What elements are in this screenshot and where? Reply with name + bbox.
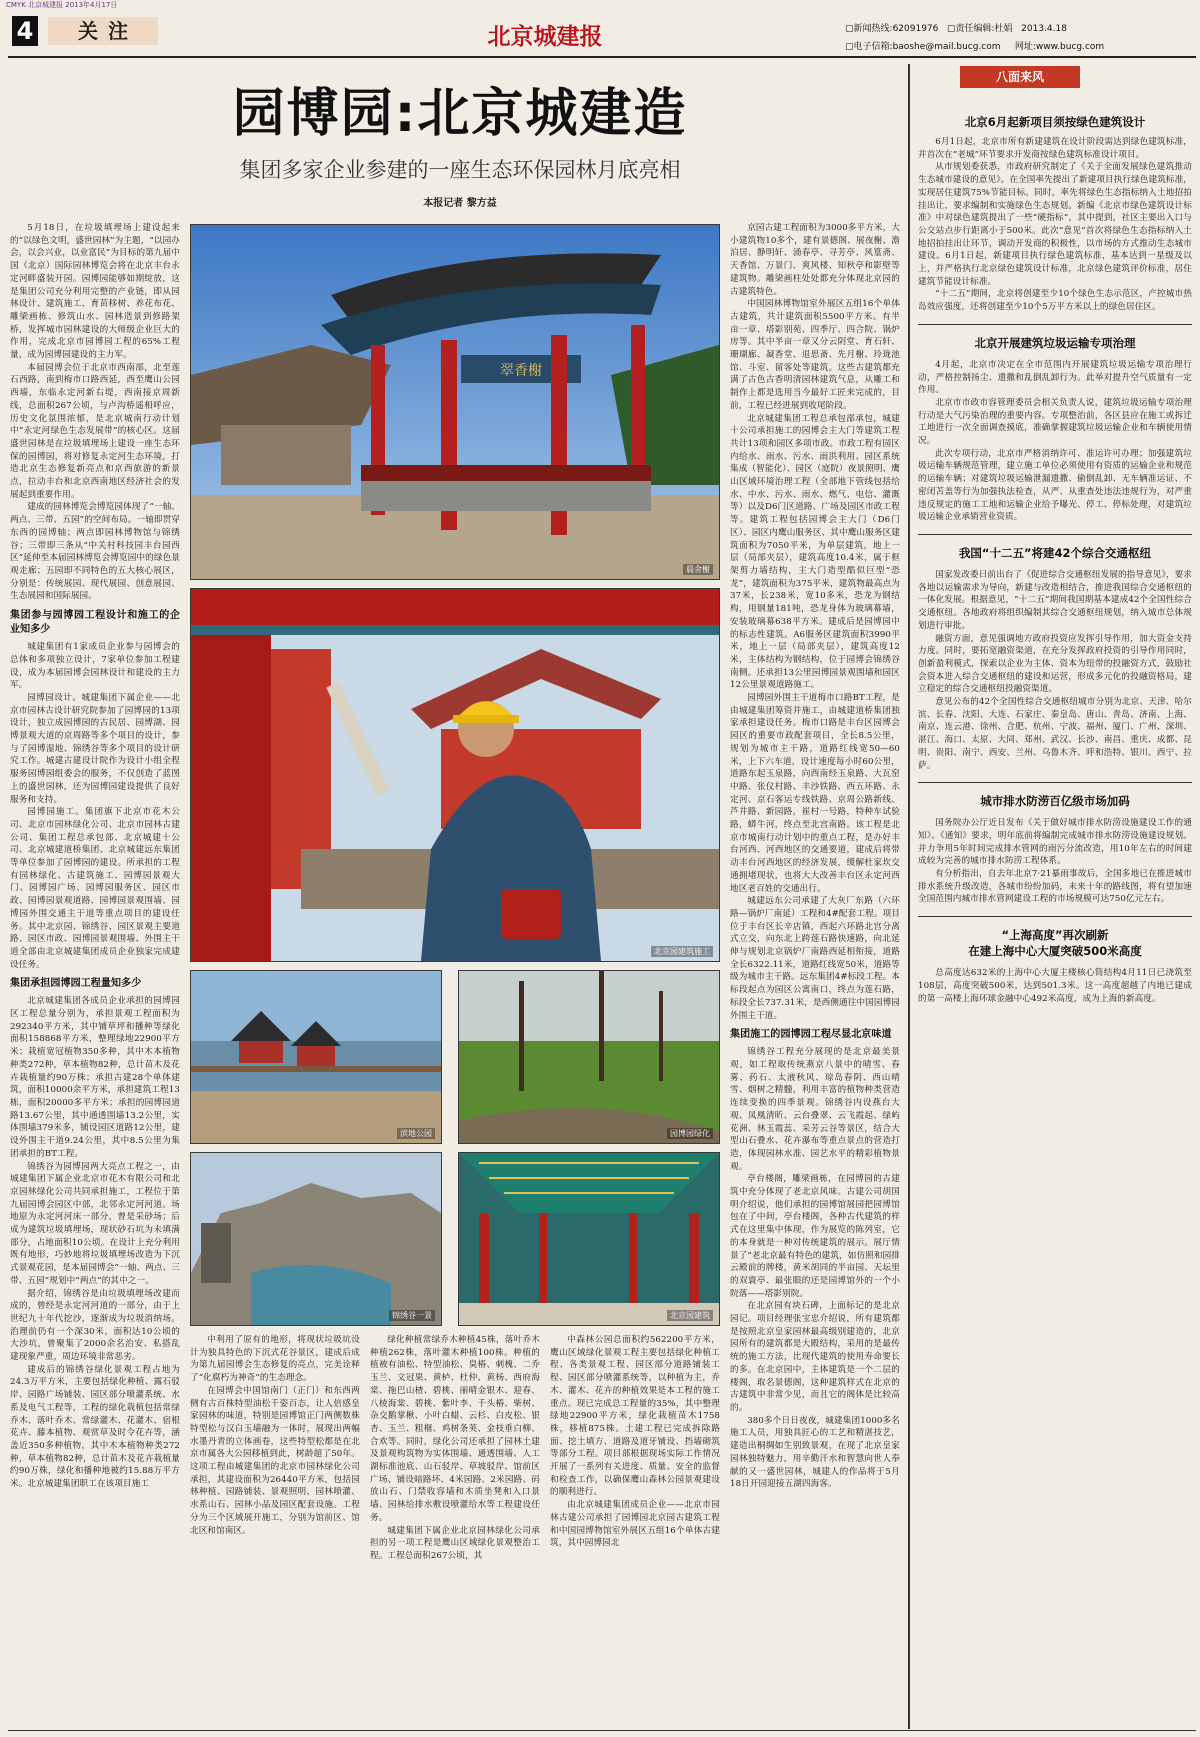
paragraph: 本届园博会位于北京市西南部，北至莲石西路，南到梅市口路西延，西至鹰山公园西墙，东临永定河新右堤，西南接京周新线，总面积267公顷，与卢沟桥遥相呼应，历史文化氛围浓郁，是北京城南行动计划中“永定河绿色生态发展带”的核心区。这届盛世园林是在垃圾填埋场上建设一座生态环保的园博园，将对修复永定河生态环境，打造北京生态修复新亮点和京西旅游的新景点，拉动丰台和北京西南地区经济社会的发展起到重要作用。 [10,362,180,500]
paragraph: 京园古建工程面积为3000多平方米，大小建筑物10多个，建有景德阁、展夜榭、澹泊居、静明轩、涌春亭、寻芳亭、风篁斋、天香馆、万景门、爽风楼、知秋亭和影壁等建筑物。雕梁画柱处处都充分体现北京园的古建筑特色。 [730,223,900,297]
col1-workload [10,995,180,1490]
paragraph: 建成后的锦绣谷绿化景观工程占地为24.3万平方米，主要包括绿化种植、露石驳岸、园路广场铺装、园区部分喷灌系统、水系及电气工程等，工程的绿化栽植包括常绿乔木、落叶乔木、常绿灌木、花灌木、宿根花卉、藤本植物、观赏草及时令花卉等，涵盖近350多种植物，其中木本植物种类272种，草本植物82种，总计苗木及花卉栽植量约90万株，绿化和播种地被约15.88万平方米。北京城建集团职工在该项目施工 [10,1364,180,1490]
paragraph: 城建集团下属企业北京园林绿化公司承担的另一项工程是鹰山区域绿化景观整治工程。工程总面积267公顷，其 [370,1525,540,1561]
paragraph: 总高度达632米的上海中心大厦主楼核心筒结构4月11日已浇筑至108层，高度突破500米，达到501.3米。这一高度超越了内地已建成的第一高楼上海环球金融中心492米高度，成为上海的新高度。 [918,968,1192,1004]
news-body [918,136,1192,314]
photo-rock-garden [190,1152,442,1326]
subheading-participants: 集团参与园博园工程设计和施工的企业知多少 [10,610,180,636]
paragraph: 北京城建集团工程总承包部承包，城建十公司承担施工的园博会主大门等建筑工程共计13项和园区多项市政。市政工程有园区内给水、雨水、污水、雨洪利用、园区系统集成（智能化）、园区（庭院）夜景照明、鹰山区域环境治理工程（全部地下管线包括给水、中水、污水、雨水、燃气、电信、灌溉等）以及D6门区道路、广场及园区市政工程等。建筑工程包括园博会主大门（D6门区）、园区内鹰山服务区、其中鹰山服务区建筑面积为7050平米，为单层建筑，地上一层（局部夹层），建筑高度10.4米，属于框架剪力墙结构，主大门造型酷似巨型“恐龙”，建筑面积为375平米，建筑物最高点为37米，长238米，宽10多米，恐龙为钢结构，用钢量181吨，恐龙身体为玻璃幕墙，安装玻璃幕638平方米。建成后是园博园中的标志性建筑。A6服务区建筑面积3990平米，地上一层（局部夹层），建筑高度12米，主体结构为钢结构，位于园博会锦绣谷南侧。还承担13公里园博园景观围墙和园区12公里景观道路施工。 [730,413,900,691]
paragraph: 在园博会中国馆南门（正门）和东西两侧有古百株特型油松千姿百态，让人倍感皇家园林的味道，特别是园博馆正门两侧数株特型松与汉白玉墙融为一体时，展现出两幅水墨丹青的立体画卷，这些特型松都是在北京市属各大公园移植到此，树龄超了50年。这项工程由城建集团的北京市园林绿化公司承担，其建设面积为26440平方米，包括园林种植、园路铺装、景观照明、园林喷灌、水系山石、园林小品及园区配套设施。工程分为三个区域展开施工，分别为馆前区、馆北区和馆南区。 [190,1385,360,1536]
news-body [918,967,1192,1005]
photo-worker [190,588,720,962]
paragraph: 建成的园林博览会博览园体现了“一轴、两点、三带、五园”的空间布局。一轴即贯穿东西的园博轴；两点即园林博物馆与锦绣谷；三带即三条从“中关村科技园丰台园西区”延伸至本届园林博览会博览园中的绿色景观走廊；五园即不同特色的五大核心展区，分别是：传统展园、现代展园、创意展园、生态展园和国际展园。 [10,502,180,602]
paragraph: 城建远东公司承建了大灰厂东路（六环路—锅炉厂南延）工程和4#配套工程。项目位于丰台区长辛店镇，西起六环路北宫分离式立交，向东北上跨莲石路快速路，向北延伸与规划北京锅炉厂南路西延相衔接，道路全长6322.11米，道路红线宽50米，道路等级为城市主干路。远东集团4#标段工程。本标段起点为园区公寓南口，终点为莲石路，标段全长737.31米，是西侧通往中国园博园外围主干道。 [730,896,900,1021]
news-headline: 北京6月起新项目须按绿色建筑设计 [964,115,1146,129]
sidebar-news [918,106,1192,1726]
col1-participants [10,641,180,971]
paragraph: 北京市市政市容管理委员会相关负责人说，建筑垃圾运输专项治理行动是大气污染治理的重要内容。专项整治前，各区县应在施工或拆迁工地进行一次全面调查摸底，准确掌握建筑垃圾运输企业和车辆使用情况。 [918,397,1192,447]
paragraph: 此次专项行动，北京市严格消纳许可、准运许可办理；加强建筑垃圾运输车辆规范管理，建立施工单位必须使用有资质的运输企业和规范的运输车辆；对建筑垃圾运输泄漏遗撒、偷倒乱卸、无车辆准运证、不密闭苫盖等行为加强执法检查，从严、从重查处违法违规行为，对严重违反规定的施工工地和运输企业给予曝光、停工、停标处理，对建筑垃圾运输企业承销营业资质。 [918,448,1192,523]
photo-pavilion [190,224,720,580]
pavilion-illustration [191,225,719,579]
editor-label: ▢责任编辑: [946,24,995,34]
paragraph: 由北京城建集团成员企业——北京市园林古建公司承担了园博园北京园古建筑工程和中国园博物馆室外展区五组16个单体古建筑，其中园博园北 [550,1500,720,1549]
photo-garden-greenery [458,970,720,1144]
header-info [845,20,1195,56]
sidebar-banner: 八面来风 [960,66,1080,88]
pavilion-sign-text: 翠香榭 [500,363,542,379]
header-rule [8,56,1196,58]
paragraph: 据介绍，锦绣谷是由垃圾填埋场改建而成的，曾经是永定河河道的一部分，由于上世纪九十年代挖沙，逐渐成为垃圾消纳场。治理前仍有一个深30米，面积达10公顷的大沙坑，曾聚集了2000余名治安、私搭乱建现象严重，周边环境非常恶劣。 [10,1288,180,1363]
column-3-bottom [370,1334,540,1727]
website-label: 网址: [1014,42,1036,52]
column-5 [730,222,900,1727]
corridor-illustration [459,1153,719,1325]
issue-date: 2013.4.18 [1021,24,1067,34]
photo-caption: 晨舍榭 [683,564,713,575]
photo-caption: 北京园建筑 [667,1310,713,1321]
sidebar-divider [908,64,910,1729]
column-2-bottom [190,1334,360,1727]
website-link[interactable]: www.bucg.com [1035,42,1105,52]
subheading-workload: 集团承担园博园工程量知多少 [10,978,142,990]
greenery-illustration [459,971,719,1143]
news-headline: 我国“十二五”将建42个综合交通枢纽 [958,545,1152,560]
paragraph: 城建集团有1家成员企业参与园博会的总体和多项独立设计，7家单位参加工程建设，成为本届园博会园林设计和建设的主力军。 [10,642,180,691]
paragraph: 融资方面，意见强调地方政府投资应发挥引导作用，加大资金支持力度。同时，要拓宽融资渠道，在充分发挥政府投资的引导作用同时，创新盈利模式，探索以企业为主体、资本为纽带的投融资方式，鼓励社会资本进入综合交通枢纽的建设和运营，形成多元化的投融资格局，建立稳定的综合交通枢纽投融资渠道。 [918,633,1192,695]
paragraph: 绿化种植常绿乔木种植45株，落叶乔木种植262株，落叶灌木种植100株。种植的植被有油松、特型油松、臭椿、刺槐、二乔玉兰、文冠果、黄栌、杜仲、黄杨、西府海棠、拖巴山楂、碧桃、丽晴金银木、迎春、八棱海棠、碧桃、紫叶李、千头椿、柴树、杂交鹅掌楸、小叶白蜡、云杉、白皮松、银杏、玉兰、粗榧、鸡树条荚、金枝垂白柳、合欢等。同时，绿化公司还承担了园林土建及景观构筑物为实体围墙、通透围墙、人工湖标准池底、山石驳岸、草坡驳岸、馆前区广场、铺设暗路坏、4米园路、2米园路、码放山石、门禁收容墙和木质坐凳和入口景墙、园林给排水敷设喷灌给水等工程建设任务。 [370,1335,540,1523]
column-4-bottom [550,1334,720,1727]
paragraph: 在北京园有块石碑，上面标记的是北京园记。项目经理张宝忠介绍说，所有建筑都是按照北京皇家园林最高级别建造的，北京园所有的建筑都是大殿结构，采用的是最传统的施工方法，比现代建筑的使用寿命要长的多。在北京园中，主体建筑是一个二层的楼阁，取名景德阁，这种建筑样式在北京的古建筑中非常少见，而且它的阁体是比较高的。 [730,1301,900,1413]
paragraph: 中国园林博物馆室外展区五组16个单体古建筑，共计建筑面积5500平方米。有半亩一章、塔影别苑、四季厅、四合院、锅炉房等。其中半亩一章又分云阴堂、育石轩、珊瑚廊、凝香堂、退思斋、先月榭、玲珑池馆、斗室、留客处等建筑。这些古建筑都充满了古色古香明清园林建筑气息，从雕工和制作上都是选用当今最好工匠来完成的，目前，工程已经进展到收尾阶段。 [730,299,900,411]
page-number-box: 4 [12,16,38,46]
paragraph: 国家发改委日前出台了《促进综合交通枢纽发展的指导意见》，要求各地以运输需求为导向，新建与改造相结合，推进我国综合交通枢纽的一体化发展。根据意见，“十二五”期间我国期基本建成42个全国性综合交通枢纽。各地政府将组织编制其综合交通枢纽规划，纳入城市总体规划进行审批。 [918,569,1192,631]
paragraph: 锦绣谷为园博园两大亮点工程之一，由城建集团下属企业北京市花木有限公司和北京园林绿化公司共同承担施工，工程位于第九届园博会园区中部，北邻永定河河道。场地原为永定河河床一部分，曾是采砂场；后成为建筑垃圾填埋场，现状砂石坑为未填满部分，占地面积10公顷。在设计上充分利用既有地形，巧妙地将垃圾填埋场改造为下沉式景观花园，是本届园博会“一轴、两点、三带、五园”规划中“两点”的其中之一。 [10,1161,180,1286]
article-title: 园博园:北京城建造 [232,84,688,144]
news-divider [918,534,1192,535]
news-headline: “上海高度”再次刷新 在建上海中心大厦突破500米高度 [968,928,1142,959]
wetland-illustration [191,971,441,1143]
hotline-label: ▢新闻热线: [845,24,893,34]
paragraph: 亭台楼阁，雕梁画栋，在园博园的古建筑中充分体现了老北京风味。古建公司胡国明介绍说，他们承担的园博馆展园把园博馆包在了中间，亭台楼阁，各种古代建筑的样式在这里集中体现，作为展览的陈列室，它的本身就是一种对传统建筑的展示。展厅情景了“老北京最有特色的建筑，如仿照和园排云殿前的牌楼，黄米胡同的半亩园、天坛里的双寰亭、最张眼的还是园博馆外的一个小院落——塔影别院。 [730,1174,900,1299]
paragraph: 有分析指出，自去年北京7·21暴雨事故后，全国多地已在推进城市排水系统升级改造，各城市纷纷加码，未来十年的路线图，将有望加速全国范围内城市排水管网建设工程的市场规模可达750亿元左右。 [918,869,1192,905]
news-headline: 城市排水防涝百亿级市场加码 [980,794,1130,809]
photo-caption: 滨地公园 [397,1128,435,1139]
paragraph: 从市规划委获悉，市政府研究制定了《关于全面发展绿色建筑推动生态城市建设的意见》。在全国率先提出了新建项目执行绿色建筑标准，实现居住建筑75%节能目标。同时，率先将绿色生态指标纳入土地招拍挂出让，要求编制和实施绿色生态规划。新编《北京市绿色建筑设计标准》中对绿色建筑提出了一些“硬指标”，其中提到，社区主要出入口与公交站点步行距离小于500米。此次“意见”首次将绿色生态指标纳入土地招拍挂出让环节，调动开发商的积极性，以市场的方式推动生态城市建设。6月1日起，新建项目执行绿色建筑标准，基本达到一星级及以上，并严格执行北京绿色建筑设计标准，北京绿色建筑评价标准，居住建筑节能设计标准。 [918,162,1192,287]
paragraph: 园博园施工。集团旗下北京市花木公司、北京市园林绿化公司、北京市园林古建公司、集团工程总承包部、北京城建十公司、北京城建道桥集团、北京城建远东集团等单位参加了园博园的建设。所承担的工程有园林绿化、古建筑施工、园博园景观大门、园博园广场、园博园服务区、园区市政、园博园景观道路、园博园景观围墙、园博园外围交通主干道等重点项目的建设任务。其中北京园、锦绣谷、园区景观主要道路、园区市政、园博园景观围墙、外围主干道全部由北京城建集团成员企业独家完成建设任务。 [10,807,180,970]
news-body [918,569,1192,772]
rock-garden-illustration [191,1153,441,1325]
paragraph: 380多个日日夜夜，城建集团1000多名施工人员，用独具匠心的工艺和精湛技艺，建造出桐绸如生别致景观，在现了北京皇家园林独特魅力，用辛勤汗水和智慧向世人奉献的又一盛世园林，城建人的作品将于5月18日开园迎接五湖四海客。 [730,1415,900,1490]
paragraph: “十二五”期间，北京将创建至少10个绿色生态示范区，产控城市热岛效应强度，还将创建至少10个5万平方米以上的绿色居住区。 [918,289,1192,313]
email-label: ▢电子信箱: [845,42,893,52]
news-body [918,359,1192,524]
email-link[interactable]: baoshe@mail.bucg.com [892,42,1001,52]
col1-intro [10,222,180,603]
hotline-number: 62091976 [892,24,939,34]
photo-wetland-park [190,970,442,1144]
paragraph: 国务院办公厅近日发布《关于做好城市排水防涝设施建设工作的通知》。《通知》要求，明年底前将编制完成城市排水防涝设施建设规划。并力争用5年时间完成排水管网的雨污分流改造，用10年左右的时间建成较为完善的城市排水防涝工程体系。 [918,818,1192,867]
subheading-beijing-flavor: 集团施工的园博园工程尽显北京味道 [730,1029,892,1041]
paragraph: 园博园外围主干道梅市口路BT工程，是由城建集团筹资并施工，由城建道桥集团独家承担建设任务。梅市口路是丰台区园博会园区的重要市政配套项目，全长8.5公里，规划为城市主干路，道路红线宽50—60米，上下六车道，设计速度每小时60公里，道路东起玉泉路，向西南经玉泉路、大瓦窑中路、张仪村路、丰沙铁路、西五环路、永定河、京石客运专线铁路、京周公路新线、芦井路、新园路，崔村一号路，特种车试验路，蟒牛河，终点至北宫南路。该工程是北京市城南行动计划中的重点工程，是办好丰台河西、河西地区的交通要道，建成后将带动丰台河西地区的经济发展，缓解杜家坎交通拥堵现状，也将大大改善丰台区永定河西地区老百姓的交通出行。 [730,693,900,894]
news-divider [918,782,1192,783]
photo-corridor [458,1152,720,1326]
editor-name: 杜娟 [994,24,1013,34]
photo-caption: 锦绣谷一景 [389,1310,435,1321]
paragraph: 5月18日，在垃圾填埋场上建设起来的“以绿色文明，盛世园林”为主题，“以园办会，以会兴业，以业富民”为目标的第九届中国（北京）国际园林博览会将在北京丰台永定河畔盛装开园。园博园能够如期绽放，这是集团公司充分利用完整的产业链，即从园林设计、建筑施工、育苗移树、养花布花、雕梁画栋、修筑山水、园林造景到修路架桥，发挥城市园林建设的大师级企业巨大的作用，完成北京市园博园工程的65%工程量，成为园博园建设的主力军。 [10,223,180,361]
bottom-rule [8,1730,1196,1731]
paragraph: 意见公布的42个全国性综合交通枢纽城市分别为北京、天津、哈尔滨、长春、沈阳、大连、石家庄、秦皇岛、唐山、青岛、济南、上海、南京、连云港、徐州、合肥、杭州、宁波、福州、厦门、广州、深圳、湛江、海口、太原、大同、郑州、武汉、长沙、南昌、重庆、成都、昆明、贵阳、南宁、西安、兰州、乌鲁木齐、呼和浩特、银川、西宁、拉萨。 [918,697,1192,771]
news-body [918,817,1192,906]
paragraph: 锦绣谷工程充分展现的是北京最美景观，如工程取传统燕京八景中的晴雪、春雾、药石、太液秋风、琼岛春阴、西山晴雪、烟树之精髓，利用丰富的植物种类营造连续变换的四季景观。锦绣谷内设燕台大观、凤凰清昕、云台叠翠、云飞霞起、绿屿花洲、林玉霞蕊、采芳云谷等景区，结合大型山石叠水、花卉瀑布等重点景点的营造打造，体现园林水准、园艺水平的精彩植物景观。 [730,1047,900,1172]
news-divider [918,324,1192,325]
byline: 本报记者 黎方益 [423,198,497,209]
paragraph: 北京城建集团各成员企业承担的园博园区工程总量分别为，承担景观工程面积为292340平方米，其中铺草坪和播种等绿化面积158868平方米，整理绿地22900平方米；栽植宽冠植物350多种，其中木本植物种类272种，草本植物82种，总计苗木及花卉栽植量约90万株；承担古建28个单体建筑，面积10000余平方米，承担建筑工程13栋，面积20000多平方米；承担的园博园道路13.67公里，其中通透围墙13.2公里，实体围墙379米多，铺设园区道路12公里，建设外围主干道9.24公里，其中8.5公里为集团承担的BT工程。 [10,996,180,1159]
news-headline: 北京开展建筑垃圾运输专项治理 [974,335,1136,350]
paragraph: 中利用了原有的地形，将现状垃圾坑设计为独具特色的下沉式花谷景区，建成后成为第九届园博会生态修复的亮点，完美诠释了“化腐朽为神奇”的生态理念。 [190,1335,360,1384]
section-label: 关注 [48,17,158,45]
worker-illustration [191,589,719,961]
paragraph: 园博园设计。城建集团下属企业——北京市园林古设计研究院参加了园博园的13项设计，独立成园博园的古民居、园博湖、园博景观大道的京周路等多个项目的设计，参与了园博湿地、锦绣谷等多个项目的设计研究工作。城建古建设计院作为设计小组全程服务园博园组委会的服务，不仅创造了蓝图上的盛世园林，还为园博园建设提供了良好服务和支持。 [10,692,180,805]
news-divider [918,916,1192,917]
paragraph: 中森林公园总面积约562200平方米，鹰山区域绿化景观工程主要包括绿化种植工程、各类景观工程、园区部分道路铺装工程、园区部分喷灌系统等，以种植为主，乔木、灌木、花卉的种植效果是本工程的施工重点。现已完成总工程量的35%，其中整理绿地22900平方米，绿化栽植苗木1758株，移植875株。土建工程已完成拆除路面、挖土填方、道路及道牙铺设、挡墙砌筑等部分工程。项目部根据现场实际工作情况开展了一系列有关进度、质量、安全的监督和检查工作，以确保鹰山森林公园景观建设的顺利进行。 [550,1335,720,1498]
photo-caption: 园博园绿化 [667,1128,713,1139]
print-registration-strip: CMYK 北京城建报 2013年4月17日 [6,1,118,9]
article-subtitle: 集团多家企业参建的一座生态环保园林月底亮相 [239,158,681,182]
photo-caption: 北京园建筑施工 [651,946,713,957]
column-1 [10,222,180,1727]
masthead: 北京城建报 [487,23,603,50]
paragraph: 4月起，北京市决定在全市范围内开展建筑垃圾运输专项治理行动，严格控制扬尘、遗撒和乱倒乱卸行为。此举对提升空气质量有一定作用。 [918,359,1192,396]
paragraph: 6月1日起，北京市所有新建建筑在设计阶段需达到绿色建筑标准，并首次在“老城”环节要求开发商按绿色建筑标准设计项目。 [918,137,1192,160]
